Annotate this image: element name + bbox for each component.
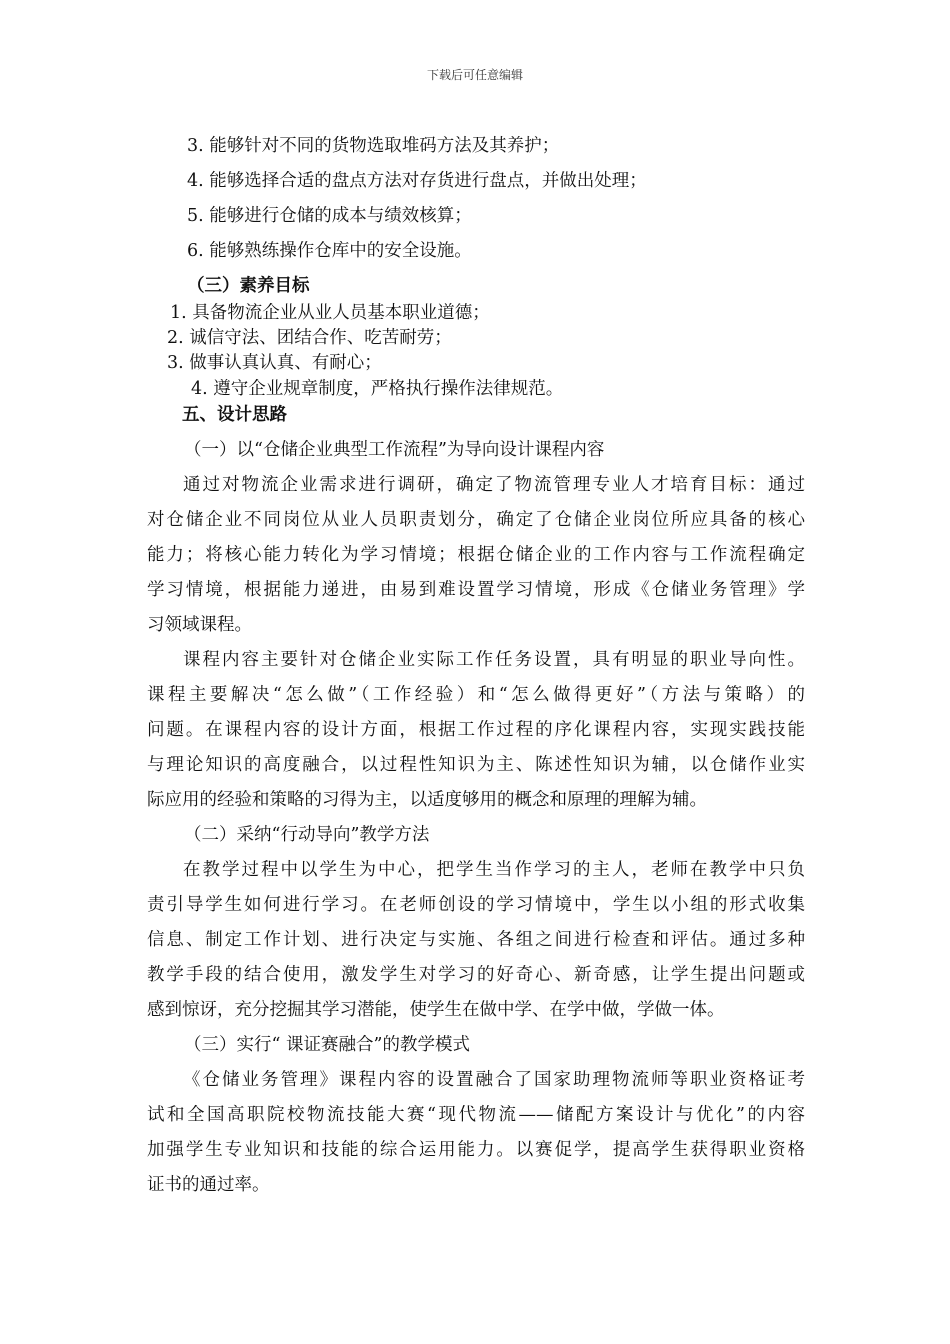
- paragraph-line: 信息、制定工作计划、进行决定与实施、各组之间进行检查和评估。通过多种: [147, 930, 805, 950]
- paragraph-line: 学习情境，根据能力递进，由易到难设置学习情境，形成《仓储业务管理》学: [147, 580, 805, 600]
- list-item: 4. 能够选择合适的盘点方法对存货进行盘点，并做出处理；: [187, 171, 647, 191]
- paragraph-line: 试和全国高职院校物流技能大赛“现代物流——储配方案设计与优化”的内容: [147, 1105, 805, 1125]
- paragraph-line: 对仓储企业不同岗位从业人员职责划分，确定了仓储企业岗位所应具备的核心: [147, 510, 805, 530]
- list-item: 4. 遵守企业规章制度，严格执行操作法律规范。: [191, 379, 564, 399]
- list-item: 2. 诚信守法、团结合作、吃苦耐劳；: [167, 328, 452, 348]
- paragraph-line: 证书的通过率。: [147, 1175, 270, 1195]
- paragraph-line: 《仓储业务管理》课程内容的设置融合了国家助理物流师等职业资格证考: [183, 1070, 805, 1090]
- page-header: 下载后可任意编辑: [426, 68, 523, 82]
- list-item: 3. 做事认真认真、有耐心；: [167, 353, 382, 373]
- list-item: 5. 能够进行仓储的成本与绩效核算；: [187, 206, 472, 226]
- section-heading: 五、设计思路: [182, 405, 287, 425]
- paragraph-line: 课程内容主要针对仓储企业实际工作任务设置，具有明显的职业导向性。: [183, 650, 805, 670]
- subsection-heading-3: （三）实行“ 课证赛融合”的教学模式: [184, 1035, 470, 1055]
- paragraph-line: 加强学生专业知识和技能的综合运用能力。以赛促学，提高学生获得职业资格: [147, 1140, 805, 1160]
- subsection-heading-1: （一）以“仓储企业典型工作流程”为导向设计课程内容: [184, 440, 605, 460]
- subsection-heading-2: （二）采纳“行动导向”教学方法: [184, 825, 430, 845]
- paragraph-line: 责引导学生如何进行学习。在老师创设的学习情境中，学生以小组的形式收集: [147, 895, 805, 915]
- list-item: 3. 能够针对不同的货物选取堆码方法及其养护；: [187, 136, 560, 156]
- paragraph-line: 与理论知识的高度融合，以过程性知识为主、陈述性知识为辅，以仓储作业实: [147, 755, 805, 775]
- paragraph-line: 在教学过程中以学生为中心，把学生当作学习的主人，老师在教学中只负: [183, 860, 805, 880]
- paragraph-line: 通过对物流企业需求进行调研，确定了物流管理专业人才培育目标：通过: [183, 475, 805, 495]
- quality-goals-heading: （三）素养目标: [187, 276, 310, 296]
- list-item: 1. 具备物流企业从业人员基本职业道德；: [170, 303, 490, 323]
- paragraph-line: 能力；将核心能力转化为学习情境；根据仓储企业的工作内容与工作流程确定: [147, 545, 805, 565]
- paragraph-line: 感到惊讶，充分挖掘其学习潜能，使学生在做中学、在学中做，学做一体。: [147, 1000, 725, 1020]
- paragraph-line: 际应用的经验和策略的习得为主，以适度够用的概念和原理的理解为辅。: [147, 790, 707, 810]
- list-item: 6. 能够熟练操作仓库中的安全设施。: [187, 241, 472, 261]
- paragraph-line: 教学手段的结合使用，激发学生对学习的好奇心、新奇感，让学生提出问题或: [147, 965, 805, 985]
- paragraph-line: 课程主要解决“怎么做”（工作经验）和“怎么做得更好”（方法与策略）的: [147, 685, 805, 705]
- paragraph-line: 问题。在课程内容的设计方面，根据工作过程的序化课程内容，实现实践技能: [147, 720, 805, 740]
- paragraph-line: 习领域课程。: [147, 615, 252, 635]
